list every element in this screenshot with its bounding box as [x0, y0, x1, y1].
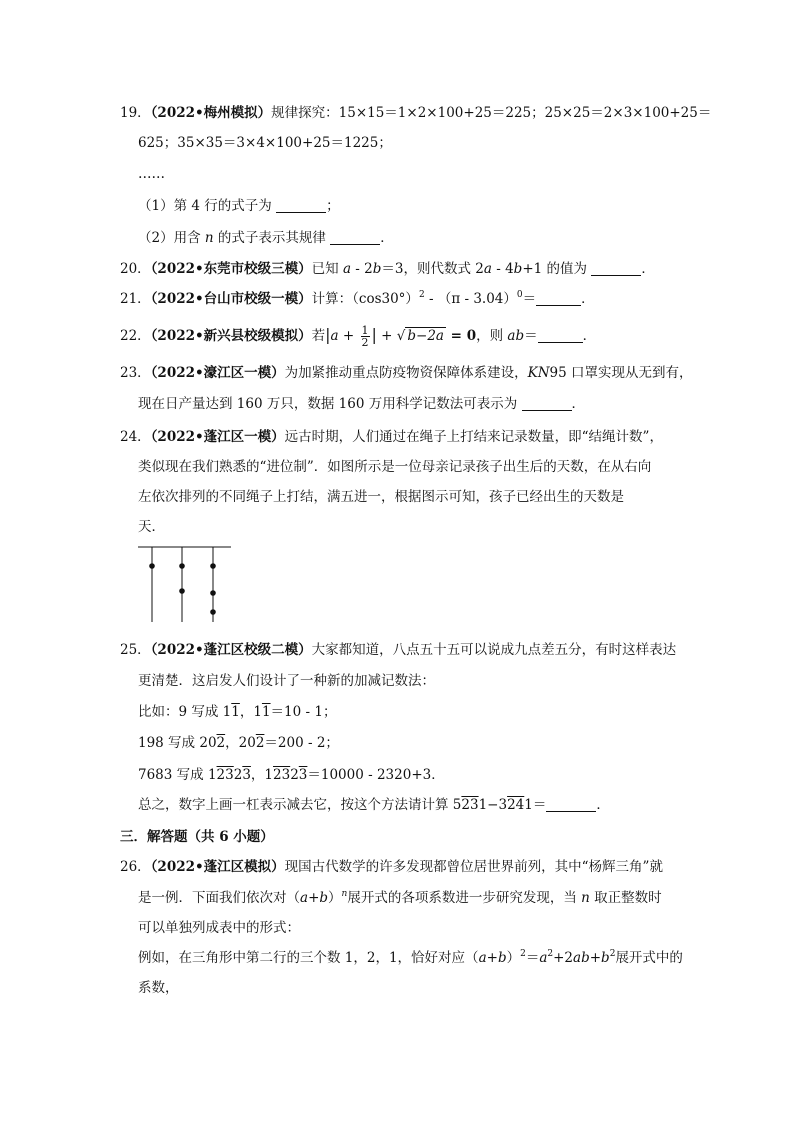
question-number: 19．: [120, 105, 151, 121]
q19-ellipsis: ……: [138, 166, 165, 182]
answer-blank[interactable]: [330, 230, 380, 245]
q26-line-3: 可以单独列成表中的形式：: [138, 920, 300, 936]
answer-blank[interactable]: [536, 291, 581, 306]
knot: [210, 563, 216, 569]
answer-blank[interactable]: [546, 797, 596, 812]
radicand: b−2a: [407, 328, 444, 344]
q25-example-1: 比如：9 写成 11，11＝10 - 1；: [138, 704, 337, 720]
answer-blank[interactable]: [538, 328, 583, 343]
question-source: （2022•新兴县校级模拟）: [150, 328, 312, 344]
q21-line: 21．（2022•台山市校级一模）计算：$(\cos 30^\circ)^2 - (\pi - 3.04)^0=$ ．: [120, 290, 595, 307]
q19-part-2: （2）用含 n 的式子表示其规律 ．: [138, 230, 394, 246]
q23-line-2: 现在日产量达到 160 万只，数据 160 万用科学记数法可表示为 ．: [138, 396, 585, 412]
q25-line-2: 更清楚．这启发人们设计了一种新的加减记数法：: [138, 673, 435, 689]
q25-example-2: 198 写成 202，202＝200 - 2；: [138, 735, 339, 751]
q25-example-3: 7683 写成 12323，12323＝10000 - 2320+3．: [138, 767, 445, 783]
knot: [179, 588, 185, 594]
knot: [149, 563, 155, 569]
question-source: （2022•濠江区一模）: [150, 365, 285, 381]
answer-blank[interactable]: [276, 198, 326, 213]
q19-line-2: 625；35×35＝3×4×100+25＝1225；: [138, 135, 392, 151]
fraction-one-half: $\frac{1}{2}$: [361, 324, 369, 349]
section-title: 三．解答题（共 6 小题）: [120, 829, 274, 845]
knot: [210, 609, 216, 615]
q26-line-2: 是一例．下面我们依次对$(a+b)^n$展开式的各项系数进一步研究发现，当 n 取正整数时: [138, 889, 662, 906]
q26-line-5: 系数，: [138, 980, 179, 996]
q25-summary: 总之，数字上画一杠表示减去它，按这个方法请计算 5231−3241＝ ．: [138, 797, 610, 813]
q20-line: 20．（2022•东莞市校级三模）已知 a - 2b＝3，则代数式 2a - 4b+1 的值为 ．: [120, 261, 655, 277]
q24-line-1: 24．（2022•蓬江区一模）远古时期，人们通过在绳子上打结来记录数量，即“结绳计数”，: [120, 429, 663, 445]
knot: [179, 563, 185, 569]
answer-blank[interactable]: [591, 261, 641, 276]
question-number: 22．: [120, 328, 151, 344]
q23-line-1: 23．（2022•濠江区一模）为加紧推动重点防疫物资保障体系建设，KN95 口罩实现从无到有，: [120, 365, 693, 381]
question-source: （2022•梅州模拟）: [150, 105, 272, 121]
question-source: （2022•台山市校级一模）: [150, 291, 312, 307]
q26-line-1: 26．（2022•蓬江区模拟）现国古代数学的许多发现都曾位居世界前列，其中“杨辉三角”就: [120, 859, 663, 875]
question-number: 25．: [120, 642, 151, 658]
question-source: （2022•蓬江区模拟）: [150, 859, 285, 875]
q19-part-1: （1）第 4 行的式子为 ；: [138, 198, 340, 214]
q24-line-4: 天．: [138, 519, 165, 535]
question-number: 26．: [120, 859, 151, 875]
question-number: 23．: [120, 365, 151, 381]
knot-rope-diagram: [138, 540, 238, 624]
question-source: （2022•蓬江区一模）: [150, 429, 285, 445]
question-source: （2022•东莞市校级三模）: [150, 261, 312, 277]
question-number: 21．: [120, 291, 151, 307]
q22-line: 22．（2022•新兴县校级模拟）若|a + $\frac{1}{2}$ | + √ b−2a = 0，则 ab＝ ．: [120, 324, 597, 349]
knot: [210, 590, 216, 596]
q19-line-1: 19．（2022•梅州模拟）规律探究：15×15＝1×2×100+25＝225；25×25＝2×3×100+25＝: [120, 105, 712, 121]
q24-line-2: 类似现在我们熟悉的“进位制”．如图所示是一位母亲记录孩子出生后的天数，在从右向: [138, 459, 652, 475]
q26-line-4: 例如，在三角形中第二行的三个数 1，2，1，恰好对应$(a+b)^2=a^2+2ab+b^2$展开式中的: [138, 949, 683, 966]
q25-line-1: 25．（2022•蓬江区校级二模）大家都知道，八点五十五可以说成九点差五分，有时这样表达: [120, 642, 677, 658]
question-number: 24．: [120, 429, 151, 445]
question-source: （2022•蓬江区校级二模）: [150, 642, 312, 658]
question-number: 20．: [120, 261, 151, 277]
q24-line-3: 左依次排列的不同绳子上打结，满五进一，根据图示可知，孩子已经出生的天数是: [138, 489, 624, 505]
answer-blank[interactable]: [522, 396, 572, 411]
